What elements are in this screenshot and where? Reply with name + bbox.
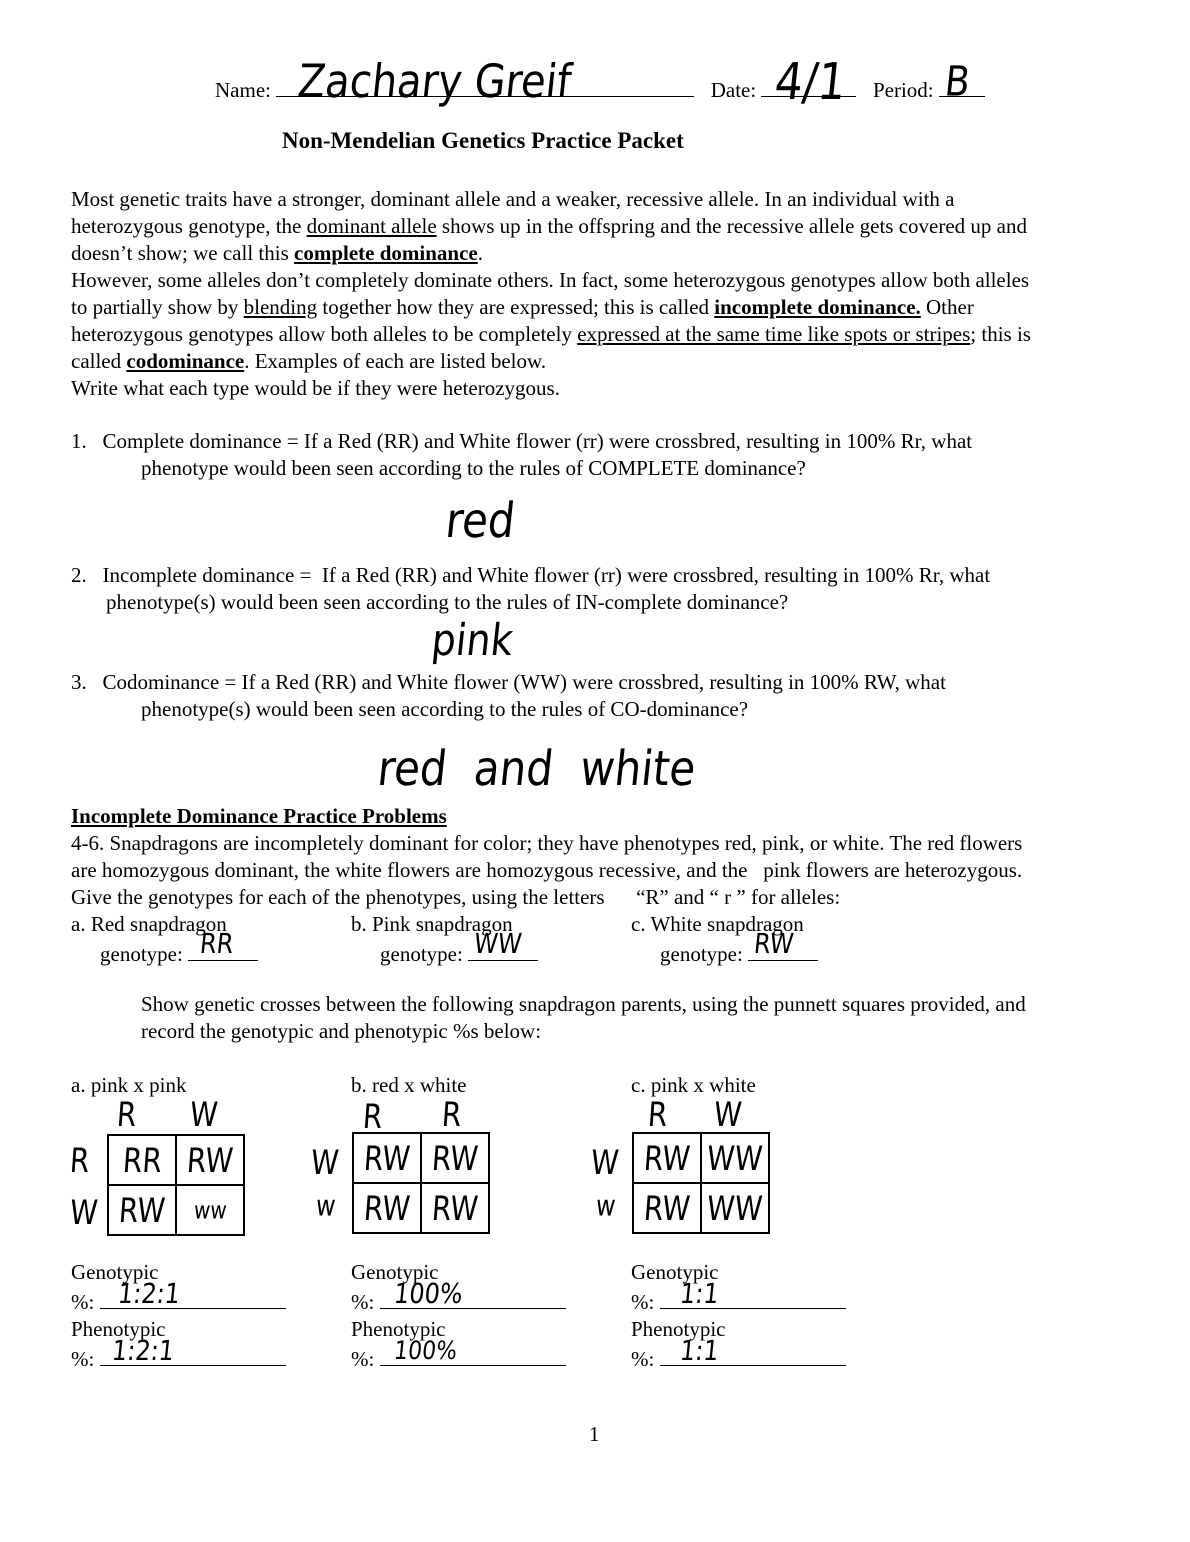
genotype-label: b. Pink snapdragon [351,912,513,936]
cross-a-side-allele: W [68,1192,100,1233]
genotype-b-handwritten: WW [472,927,524,961]
punnett-cell[interactable] [633,1133,701,1183]
phenotypic-label: Phenotypic [631,1317,726,1341]
cross-c-top-allele: R [646,1094,669,1135]
question-text: phenotype(s) would been seen according to the rules of CO-dominance? [141,697,749,721]
cross-c-phenotypic-field[interactable] [660,1334,846,1368]
genotype-label: a. Red snapdragon [71,912,227,936]
punnett-cell-text: WW [705,1138,765,1178]
intro-text: heterozygous genotypes allow both alleles to be completely [71,322,578,346]
genotype-sublabel: genotype: [380,942,463,966]
term-codominance: codominance [126,349,245,373]
punnett-cell[interactable] [701,1133,769,1183]
genotype-a-field[interactable] [188,927,258,961]
punnett-cell-text: RW [362,1188,412,1228]
intro-text: doesn’t show; we call this [71,241,295,265]
genotype-label: c. White snapdragon [631,912,804,936]
genotype-sublabel: genotype: [660,942,743,966]
genotype-a [71,911,258,968]
intro-underlined: expressed at the same time like spots or stripes [577,322,971,346]
genotypic-label: Genotypic [351,1260,439,1284]
phenotypic-row [631,1334,846,1373]
cross-b-side-allele: w [314,1189,337,1223]
punnett-cell-text: ww [192,1195,228,1225]
intro-text: together how they are expressed; this is called [317,295,715,319]
punnett-cell-text: RW [117,1190,167,1230]
genotype-c-field[interactable] [748,927,818,961]
answer-2-handwritten: pink [429,614,516,666]
genotype-row [631,927,818,968]
cross-c-genotypic-handwritten: 1:1 [677,1277,720,1311]
genotype-c [631,911,818,968]
intro-text: shows up in the offspring and the recessive allele gets covered up and [436,214,1027,238]
page-title: Non-Mendelian Genetics Practice Packet [282,128,684,153]
intro-underlined: blending [243,295,318,319]
phenotypic-label: Phenotypic [71,1317,166,1341]
genotypic-label: Genotypic [71,1260,159,1284]
intro-line [71,321,1151,348]
question-text: 1. Complete dominance = If a Red (RR) and White flower (rr) were crossbred, resulting in 100% Rr, what [71,429,973,453]
term-complete-dominance: complete dominance [294,241,478,265]
date-handwritten: 4/1 [772,53,850,112]
cross-c-side-allele: w [594,1189,617,1223]
genotype-c-handwritten: RW [752,927,796,961]
period-field[interactable] [939,58,985,107]
punnett-square-a [107,1134,245,1236]
section-text: are homozygous dominant, the white flowers are homozygous recessive, and the pink flowers are heterozygous. [71,858,1023,882]
intro-line [71,213,1151,240]
intro-text: called [71,349,127,373]
period-label: Period: [872,78,934,102]
punnett-cell[interactable] [701,1183,769,1233]
cross-a-top-allele: W [188,1094,220,1135]
cross-a-label: a. pink x pink [71,1073,187,1097]
cross-a-genotypic-field[interactable] [100,1277,286,1311]
pct-label: %: [351,1290,375,1314]
genotype-a-handwritten: RR [198,927,236,961]
crosses-intro [141,991,1026,1045]
punnett-cell-text: RW [430,1188,480,1228]
punnett-cell[interactable] [176,1185,244,1235]
section-heading: Incomplete Dominance Practice Problems [71,804,447,828]
phenotypic-row [71,1334,286,1373]
genotype-row [71,927,258,968]
punnett-cell-text: RW [430,1138,480,1178]
cross-c-results [631,1259,846,1373]
cross-b-genotypic-field[interactable] [380,1277,566,1311]
intro-text: . Examples of each are listed below. [244,349,547,373]
cross-a-phenotypic-field[interactable] [100,1334,286,1368]
question-2 [71,562,990,616]
punnett-cell[interactable] [108,1135,176,1185]
date-field[interactable] [761,53,856,112]
intro-line: Most genetic traits have a stronger, dominant allele and a weaker, recessive allele. In an individual with a [71,187,955,211]
cross-b-top-allele: R [361,1096,384,1137]
name-field[interactable] [276,55,694,109]
crosses-intro-text: Show genetic crosses between the following snapdragon parents, using the punnett squares provided, and [141,992,1026,1016]
genotypic-row [71,1277,286,1316]
question-text: phenotype(s) would been seen according to the rules of IN-complete dominance? [106,590,789,614]
cross-a-results [71,1259,286,1373]
intro-line [71,348,1151,375]
intro-text: heterozygous genotype, the [71,214,307,238]
cross-c-phenotypic-handwritten: 1:1 [677,1334,720,1368]
punnett-cell-text: RW [185,1140,235,1180]
punnett-square-b [352,1132,490,1234]
intro-line [71,240,1151,267]
intro-text: . [477,241,483,265]
question-3 [71,669,946,723]
punnett-square-c [632,1132,770,1234]
question-text: 2. Incomplete dominance = If a Red (RR) and White flower (rr) were crossbred, resulting in 100% Rr, what [71,563,991,587]
pct-label: %: [71,1347,95,1371]
question-1 [71,428,972,482]
intro-line: However, some alleles don’t completely dominate others. In fact, some heterozygous genotypes allow both alleles [71,268,1030,292]
pct-label: %: [631,1290,655,1314]
genotypic-label: Genotypic [631,1260,719,1284]
intro-text: Other [920,295,974,319]
punnett-cell-text: RR [121,1140,163,1180]
intro-line [71,294,1151,321]
intro-underlined: dominant allele [306,214,437,238]
genotypic-row [351,1277,566,1316]
question-text: phenotype would been seen according to the rules of COMPLETE dominance? [141,456,806,480]
page-number: 1 [589,1422,600,1446]
period-handwritten: B [942,58,973,107]
punnett-cell-text: WW [705,1188,765,1228]
crosses-intro-text: record the genotypic and phenotypic %s below: [141,1019,542,1043]
intro-paragraph [71,186,1151,402]
intro-text: ; this is [970,322,1031,346]
phenotypic-row [351,1337,566,1373]
cross-b-genotypic-handwritten: 100% [391,1277,464,1311]
intro-text: to partially show by [71,295,244,319]
incomplete-dominance-section [71,803,1161,911]
genotype-b-field[interactable] [468,927,538,961]
cross-b-label: b. red x white [351,1073,467,1097]
cross-b-side-allele: W [309,1142,341,1183]
punnett-cell[interactable] [633,1183,701,1233]
header-line [215,53,985,112]
genotype-b [351,911,538,968]
punnett-cell[interactable] [421,1183,489,1233]
pct-label: %: [71,1290,95,1314]
punnett-cell[interactable] [353,1183,421,1233]
pct-label: %: [351,1347,375,1371]
punnett-cell[interactable] [176,1135,244,1185]
punnett-cell[interactable] [108,1185,176,1235]
cross-a-top-allele: R [115,1094,138,1135]
punnett-cell[interactable] [353,1133,421,1183]
term-incomplete-dominance: incomplete dominance. [714,295,921,319]
name-label: Name: [215,78,271,102]
punnett-cell-text: RW [362,1138,412,1178]
cross-a-phenotypic-handwritten: 1:2:1 [109,1334,176,1368]
cross-a-genotypic-handwritten: 1:2:1 [115,1277,182,1311]
name-handwritten: Zachary Greif [295,55,575,109]
cross-c-side-allele: W [589,1142,621,1183]
answer-1-handwritten: red [443,492,518,549]
pct-label: %: [631,1347,655,1371]
cross-a-side-allele: R [68,1140,91,1181]
genotype-sublabel: genotype: [100,942,183,966]
cross-b-phenotypic-handwritten: 100% [392,1337,458,1366]
date-label: Date: [710,78,757,102]
punnett-cell-text: RW [642,1188,692,1228]
cross-b-results [351,1259,566,1373]
punnett-cell[interactable] [421,1133,489,1183]
genotypic-row [631,1277,846,1316]
punnett-cell-text: RW [642,1138,692,1178]
intro-line: Write what each type would be if they were heterozygous. [71,376,560,400]
cross-b-top-allele: R [440,1094,463,1135]
cross-c-genotypic-field[interactable] [660,1277,846,1311]
section-text: 4-6. Snapdragons are incompletely dominant for color; they have phenotypes red, pink, or white. The red flowers [71,831,1023,855]
answer-3-handwritten: red and white [375,740,699,797]
section-text: Give the genotypes for each of the phenotypes, using the letters “R” and “ r ” for alleles: [71,885,841,909]
question-text: 3. Codominance = If a Red (RR) and White flower (WW) were crossbred, resulting in 100% RW, what [71,670,946,694]
genotype-row [351,927,538,968]
phenotypic-label: Phenotypic [351,1317,446,1341]
cross-b-phenotypic-field[interactable] [380,1337,566,1366]
cross-c-label: c. pink x white [631,1073,756,1097]
cross-c-top-allele: W [712,1094,744,1135]
